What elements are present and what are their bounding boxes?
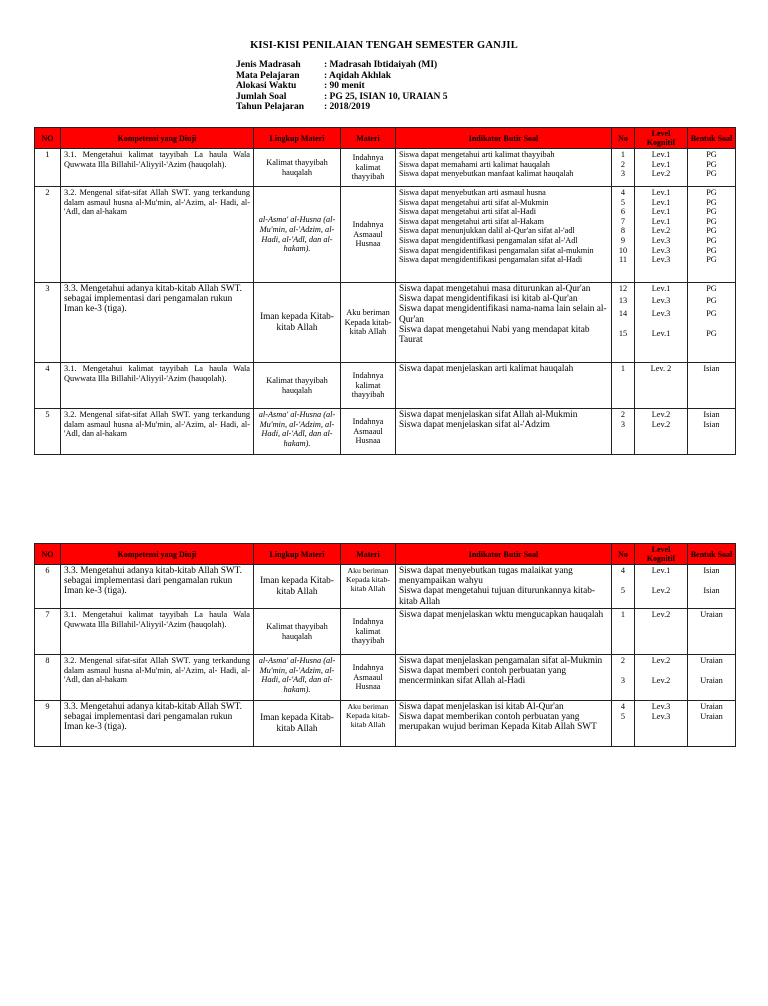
- bentuk-value: Isian: [703, 364, 720, 373]
- soal-number: 7: [620, 216, 626, 226]
- soal-number: 4: [620, 702, 626, 711]
- table-row: [35, 149, 736, 187]
- level-value: Lev.3: [651, 711, 671, 721]
- indikator-cell: [396, 409, 612, 455]
- meta-value: : Madrasah Ibtidaiyah (MI): [324, 60, 438, 70]
- level-value: Lev.2: [651, 585, 671, 595]
- kompetensi-cell: 3.1. Mengetahui kalimat tayyibah La haula Wala Quwwata Illa Billahil-'Aliyyil-'Azim (hauqolah).: [61, 363, 254, 409]
- soal-number: 4: [620, 566, 626, 575]
- level-value: Lev.2: [651, 675, 671, 685]
- kompetensi-cell: 3.3. Mengetahui adanya kitab-kitab Allah SWT. sebagai implementasi dari pengamalan rukun Iman ke-3 (tiga).: [61, 283, 254, 363]
- bentuk-value: PG: [706, 329, 717, 339]
- lingkup-cell: Kalimat thayyibah hauqalah: [254, 609, 341, 655]
- bentuk-cell: [688, 409, 736, 455]
- meta-jumlah-soal: [236, 92, 448, 103]
- soal-number: 10: [618, 245, 628, 255]
- indikator-cell: [396, 609, 612, 655]
- col-header-lingkup: Lingkup Materi: [254, 128, 341, 149]
- bentuk-value: PG: [706, 216, 717, 226]
- document-meta: [236, 60, 448, 113]
- soal-number: 5: [620, 711, 626, 721]
- soal-number: 6: [620, 207, 626, 217]
- lingkup-cell: Iman kepada Kitab-kitab Allah: [254, 283, 341, 363]
- indikator-item: Siswa dapat menyebutkan manfaat kalimat hauqalah: [399, 169, 574, 179]
- bentuk-value: PG: [706, 235, 717, 245]
- indikator-item: Siswa dapat mengidentifikasi nama-nama lain selain al-Qur'an: [399, 304, 607, 325]
- bentuk-cell: [688, 655, 736, 701]
- bentuk-cell: [688, 363, 736, 409]
- indikator-cell: [396, 701, 612, 747]
- bentuk-value: PG: [706, 169, 717, 179]
- indikator-item: Siswa dapat menjelaskan wktu mengucapkan hauqalah: [399, 610, 604, 620]
- level-value: Lev.1: [651, 197, 671, 207]
- soal-number: 8: [620, 226, 626, 236]
- table-header-row: [35, 128, 736, 149]
- kompetensi-cell: 3.1. Mengetahui kalimat tayyibah La haula Wala Quwwata Illa Billahil-'Aliyyil-'Azim (hauqolah).: [61, 149, 254, 187]
- soal-number: 1: [620, 150, 626, 159]
- level-cell: [635, 609, 688, 655]
- indikator-item: Siswa dapat mengetahui tujuan diturunkannya kitab-kitab Allah: [399, 586, 595, 607]
- bentuk-value: Uraian: [700, 610, 723, 619]
- meta-label: Jumlah Soal: [236, 91, 287, 102]
- meta-label: Alokasi Waktu: [236, 81, 297, 91]
- col-header-kompetensi: Kompetensi yang Diuji: [61, 544, 254, 565]
- row-no: 7: [35, 609, 61, 655]
- indikator-item: Siswa dapat menunjukkan dalil al-Qur'an sifat al-'adl: [399, 226, 575, 236]
- soal-number: 5: [620, 197, 626, 207]
- bentuk-value: Uraian: [700, 702, 723, 711]
- soal-number-cell: [612, 363, 635, 409]
- soal-number-cell: [612, 187, 635, 283]
- level-cell: [635, 363, 688, 409]
- level-value: Lev.2: [651, 410, 671, 419]
- bentuk-value: PG: [706, 197, 717, 207]
- kompetensi-cell: 3.2. Mengenal sifat-sifat Allah SWT. yang terkandung dalam asmaul husna al-Mu'min, al-'Azim, al- Hadi, al-'Adl, dan al-hakam: [61, 655, 254, 701]
- col-header-indikator: Indikator Butir Soal: [396, 544, 612, 565]
- kisi-table-2: [34, 543, 736, 747]
- meta-value: : PG 25, ISIAN 10, URAIAN 5: [324, 91, 448, 102]
- indikator-cell: [396, 565, 612, 609]
- bentuk-value: Isian: [703, 566, 720, 575]
- soal-number-cell: [612, 149, 635, 187]
- meta-label: Mata Pelajaran: [236, 70, 300, 81]
- soal-number: 11: [619, 255, 627, 265]
- col-header-no: NO: [35, 128, 61, 149]
- kompetensi-cell: 3.3. Mengetahui adanya kitab-kitab Allah SWT. sebagai implementasi dari pengamalan rukun Iman ke-3 (tiga).: [61, 565, 254, 609]
- soal-number: 3: [620, 419, 626, 429]
- meta-value: : 90 menit: [324, 81, 365, 91]
- indikator-cell: [396, 187, 612, 283]
- row-no: 8: [35, 655, 61, 701]
- indikator-item: Siswa dapat mengetahui masa diturunkan al-Qur'an: [399, 284, 591, 294]
- soal-number: 2: [620, 159, 626, 169]
- level-value: Lev.2: [651, 419, 671, 429]
- soal-number: 5: [620, 585, 626, 595]
- row-no: 9: [35, 701, 61, 747]
- level-value: Lev.2: [651, 656, 671, 665]
- materi-cell: Aku beriman Kepada kitab-kitab Allah: [341, 283, 396, 363]
- materi-cell: Indahnya kalimat thayyibah: [341, 609, 396, 655]
- col-header-indikator: Indikator Butir Soal: [396, 128, 612, 149]
- level-value: Lev.1: [651, 216, 671, 226]
- materi-cell: Indahnya kalimat thayyibah: [341, 149, 396, 187]
- col-header-level: Level Kognitif: [635, 128, 688, 149]
- indikator-item: Siswa dapat memberi contoh perbuatan yang mencerminkan sifat Allah al-Hadi: [399, 666, 567, 687]
- materi-cell: Aku beriman Kepada kitab-kitab Allah: [341, 565, 396, 609]
- col-header-materi: Materi: [341, 128, 396, 149]
- soal-number-cell: [612, 655, 635, 701]
- level-value: Lev.3: [651, 255, 671, 265]
- bentuk-value: PG: [706, 296, 717, 306]
- lingkup-cell: al-Asma' al-Husna (al-Mu'min, al-'Adzim, al- Hadi, al-'Adl, dan al-hakam).: [254, 187, 341, 283]
- document-title: KISI-KISI PENILAIAN TENGAH SEMESTER GANJIL: [250, 40, 518, 51]
- table-row: [35, 609, 736, 655]
- level-value: Lev.3: [651, 296, 671, 306]
- soal-number: 1: [620, 364, 626, 373]
- indikator-cell: [396, 149, 612, 187]
- level-value: Lev.3: [651, 308, 671, 318]
- level-value: Lev.2: [651, 610, 671, 619]
- soal-number: 3: [620, 675, 626, 685]
- table-row: [35, 283, 736, 363]
- soal-number: 4: [620, 188, 626, 197]
- table-row: [35, 187, 736, 283]
- row-no: 3: [35, 283, 61, 363]
- table-row: [35, 363, 736, 409]
- indikator-item: Siswa dapat menjelaskan sifat Allah al-Mukmin: [399, 410, 578, 420]
- level-cell: [635, 701, 688, 747]
- meta-tahun-pelajaran: [236, 102, 448, 113]
- indikator-item: Siswa dapat mengetahui arti sifat al-Hakam: [399, 216, 544, 226]
- level-cell: [635, 565, 688, 609]
- indikator-item: Siswa dapat mengidentifikasi isi kitab al-Qur'an: [399, 294, 578, 305]
- meta-value: : 2018/2019: [324, 102, 371, 112]
- soal-number-cell: [612, 283, 635, 363]
- kompetensi-cell: 3.1. Mengetahui kalimat tayyibah La haula Wala Quwwata Illa Billahil-'Aliyyil-'Azim (hauqolah).: [61, 609, 254, 655]
- col-header-kompetensi: Kompetensi yang Diuji: [61, 128, 254, 149]
- level-value: Lev.1: [651, 566, 671, 575]
- indikator-item: Siswa dapat menyebutkan arti asmaul husna: [399, 188, 546, 197]
- bentuk-cell: [688, 609, 736, 655]
- indikator-item: Siswa dapat mengidentifikasi pengamalan sifat al-mukmin: [399, 245, 594, 255]
- meta-value: : Aqidah Akhlak: [324, 70, 392, 81]
- bentuk-value: PG: [706, 255, 717, 265]
- soal-number: 3: [620, 169, 626, 179]
- bentuk-value: Uraian: [700, 656, 723, 665]
- bentuk-cell: [688, 187, 736, 283]
- col-header-bentuk: Bentuk Soal: [688, 544, 736, 565]
- soal-number: 2: [620, 410, 626, 419]
- soal-number-cell: [612, 565, 635, 609]
- bentuk-cell: [688, 149, 736, 187]
- soal-number: 12: [618, 284, 628, 293]
- bentuk-value: PG: [706, 245, 717, 255]
- meta-alokasi-waktu: [236, 81, 448, 92]
- bentuk-value: PG: [706, 159, 717, 169]
- level-cell: [635, 283, 688, 363]
- materi-cell: Indahnya Asmaaul Husnaa: [341, 655, 396, 701]
- bentuk-value: Uraian: [700, 711, 723, 721]
- materi-cell: Aku beriman Kepada kitab-kitab Allah: [341, 701, 396, 747]
- level-value: Lev.1: [651, 188, 671, 197]
- table-row: [35, 655, 736, 701]
- row-no: 6: [35, 565, 61, 609]
- col-header-no-soal: No: [612, 544, 635, 565]
- soal-number: 1: [620, 610, 626, 619]
- bentuk-cell: [688, 283, 736, 363]
- table-row: [35, 701, 736, 747]
- bentuk-cell: [688, 565, 736, 609]
- meta-mata-pelajaran: [236, 71, 448, 82]
- lingkup-cell: Iman kepada Kitab-kitab Allah: [254, 701, 341, 747]
- level-cell: [635, 409, 688, 455]
- indikator-item: Siswa dapat menjelaskan isi kitab Al-Qur'an: [399, 702, 564, 712]
- table-row: [35, 565, 736, 609]
- soal-number: 2: [620, 656, 626, 665]
- row-no: 1: [35, 149, 61, 187]
- bentuk-value: PG: [706, 308, 717, 318]
- lingkup-cell: Kalimat thayyibah hauqalah: [254, 363, 341, 409]
- level-value: Lev.3: [651, 235, 671, 245]
- lingkup-cell: Iman kepada Kitab-kitab Allah: [254, 565, 341, 609]
- bentuk-value: Uraian: [700, 675, 723, 685]
- level-value: Lev.3: [651, 702, 671, 711]
- col-header-no: NO: [35, 544, 61, 565]
- soal-number-cell: [612, 609, 635, 655]
- indikator-item: Siswa dapat mengidentifkasi pengamalan sifat al-'Adl: [399, 235, 578, 245]
- kisi-table-1: [34, 127, 736, 455]
- meta-label: Jenis Madrasah: [236, 60, 301, 70]
- indikator-item: Siswa dapat menjelaskan arti kalimat hauqalah: [399, 364, 574, 374]
- kompetensi-cell: 3.3. Mengetahui adanya kitab-kitab Allah SWT. sebagai implementasi dari pengamalan rukun Iman ke-3 (tiga).: [61, 701, 254, 747]
- level-value: Lev.2: [651, 226, 671, 236]
- indikator-cell: [396, 655, 612, 701]
- bentuk-cell: [688, 701, 736, 747]
- soal-number: 14: [618, 308, 628, 318]
- lingkup-cell: al-Asma' al-Husna (al-Mu'min, al-'Adzim, al- Hadi, al-'Adl, dan al-hakam).: [254, 655, 341, 701]
- lingkup-cell: Kalimat thayyibah hauqalah: [254, 149, 341, 187]
- level-cell: [635, 655, 688, 701]
- col-header-no-soal: No: [612, 128, 635, 149]
- indikator-cell: [396, 363, 612, 409]
- level-value: Lev. 2: [650, 364, 672, 373]
- indikator-item: Siswa dapat mengidentifikasi pengamalan sifat al-Hadi: [399, 255, 583, 265]
- indikator-item: Siswa dapat mengetahui arti kalimat thayyibah: [399, 150, 555, 159]
- col-header-lingkup: Lingkup Materi: [254, 544, 341, 565]
- indikator-item: Siswa dapat mengetahui arti sifat al-Mukmin: [399, 197, 549, 207]
- soal-number: 13: [618, 296, 628, 306]
- level-cell: [635, 187, 688, 283]
- indikator-item: Siswa dapat memberikan contoh perbuatan yang merupakan wujud beriman Kepada Kitab Allah SWT: [399, 712, 597, 733]
- bentuk-value: PG: [706, 226, 717, 236]
- level-value: Lev.1: [651, 207, 671, 217]
- indikator-cell: [396, 283, 612, 363]
- bentuk-value: PG: [706, 150, 717, 159]
- materi-cell: Indahnya kalimat thayyibah: [341, 363, 396, 409]
- table-header-row: [35, 544, 736, 565]
- level-value: Lev.2: [651, 169, 671, 179]
- table-row: [35, 409, 736, 455]
- bentuk-value: Isian: [703, 410, 720, 419]
- bentuk-value: PG: [706, 207, 717, 217]
- row-no: 5: [35, 409, 61, 455]
- indikator-item: Siswa dapat mengetahui arti sifat al-Hadi: [399, 207, 537, 217]
- materi-cell: Indahnya Asmaaul Husnaa: [341, 187, 396, 283]
- lingkup-cell: al-Asma' al-Husna (al-Mu'min, al-'Adzim, al- Hadi, al-'Adl, dan al-hakam).: [254, 409, 341, 455]
- bentuk-value: PG: [706, 188, 717, 197]
- indikator-item: Siswa dapat memahami arti kalimat hauqalah: [399, 159, 550, 169]
- kompetensi-cell: 3.2. Mengenal sifat-sifat Allah SWT. yang terkandung dalam asmaul husna al-Mu'min, al-'Azim, al- Hadi, al-'Adl, dan al-hakam: [61, 409, 254, 455]
- indikator-item: Siswa dapat menjelaskan sifat al-'Adzim: [399, 420, 550, 431]
- col-header-materi: Materi: [341, 544, 396, 565]
- indikator-item: Siswa dapat menjelaskan pengamalan sifat al-Mukmin: [399, 656, 603, 666]
- level-value: Lev.1: [651, 329, 671, 339]
- bentuk-value: Isian: [703, 585, 720, 595]
- level-value: Lev.1: [651, 150, 671, 159]
- meta-jenis-madrasah: [236, 60, 448, 71]
- level-value: Lev.3: [651, 245, 671, 255]
- indikator-item: Siswa dapat mengetahui Nabi yang mendapat kitab Taurat: [399, 324, 590, 346]
- col-header-bentuk: Bentuk Soal: [688, 128, 736, 149]
- row-no: 4: [35, 363, 61, 409]
- bentuk-value: PG: [706, 284, 717, 293]
- indikator-item: Siswa dapat menyebutkan tugas malaikat yang menyampaikan wahyu: [399, 566, 573, 587]
- bentuk-value: Isian: [703, 419, 720, 429]
- materi-cell: Indahnya Asmaaul Husnaa: [341, 409, 396, 455]
- col-header-level: Level Kognitif: [635, 544, 688, 565]
- level-cell: [635, 149, 688, 187]
- level-value: Lev.1: [651, 284, 671, 293]
- soal-number: 15: [618, 329, 628, 339]
- soal-number-cell: [612, 701, 635, 747]
- kompetensi-cell: 3.2. Mengenal sifat-sifat Allah SWT. yang terkandung dalam asmaul husna al-Mu'min, al-'Azim, al- Hadi, al-'Adl, dan al-hakam: [61, 187, 254, 283]
- row-no: 2: [35, 187, 61, 283]
- soal-number-cell: [612, 409, 635, 455]
- soal-number: 9: [620, 235, 626, 245]
- meta-label: Tahun Pelajaran: [236, 102, 305, 112]
- level-value: Lev.1: [651, 159, 671, 169]
